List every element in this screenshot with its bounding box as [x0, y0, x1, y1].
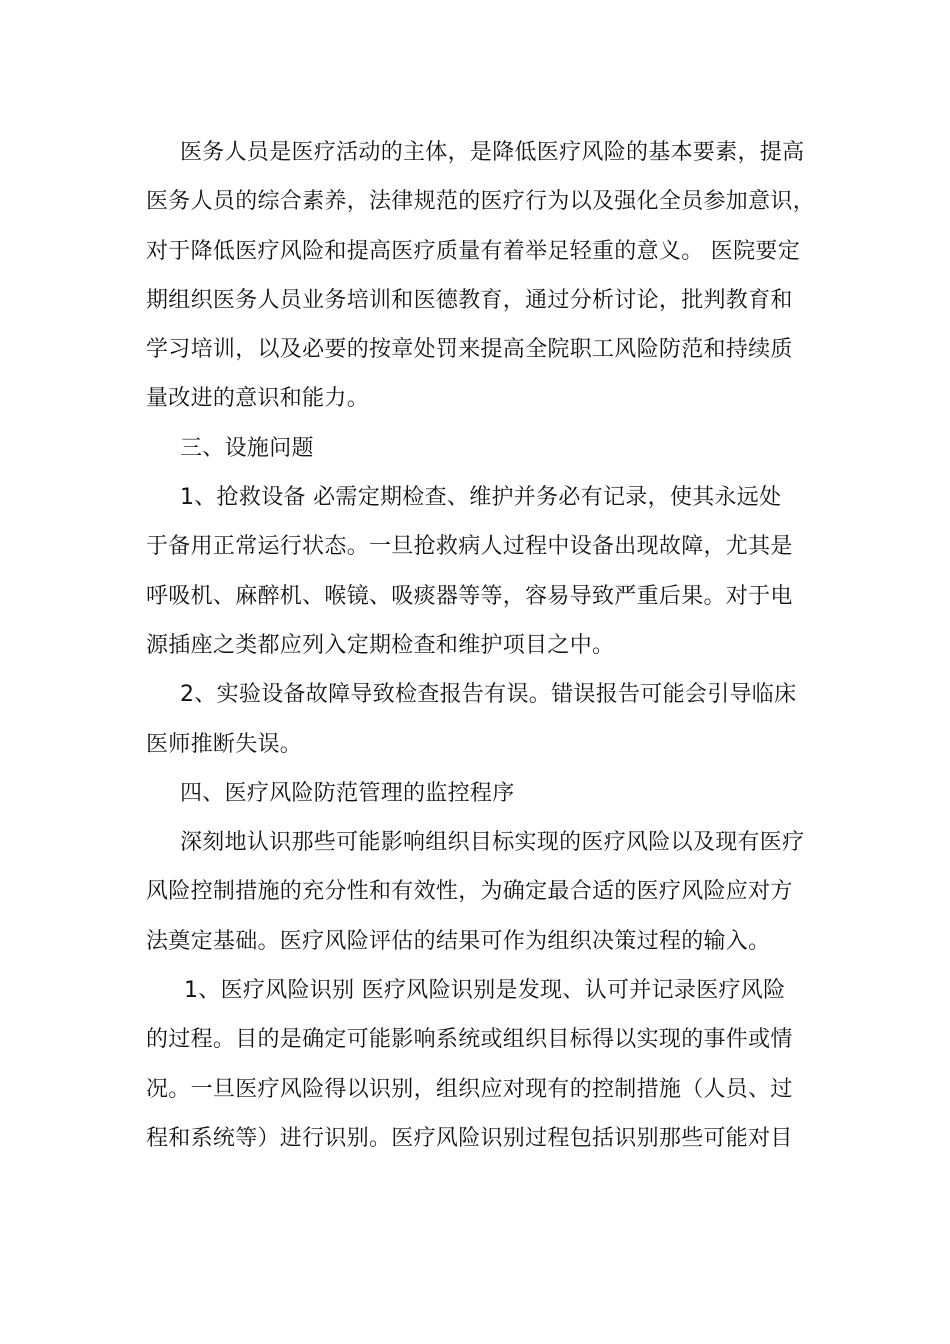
- paragraph-line: 学习培训，以及必要的按章处罚来提高全院职工风险防范和持续质: [146, 337, 793, 363]
- paragraph-line: 1、医疗风险识别 医疗风险识别是发现、认可并记录医疗风险: [184, 978, 786, 1004]
- paragraph-line: 于备用正常运行状态。一旦抢救病人过程中设备出现故障，尤其是: [146, 534, 793, 560]
- section-heading: 三、设施问题: [180, 435, 314, 461]
- paragraph-line: 医务人员是医疗活动的主体，是降低医疗风险的基本要素，提高: [180, 140, 805, 165]
- paragraph-line: 医师推断失误。: [146, 731, 303, 757]
- section-heading: 四、医疗风险防范管理的监控程序: [180, 780, 515, 806]
- paragraph-line: 源插座之类都应列入定期检查和维护项目之中。: [146, 632, 615, 658]
- paragraph-line: 呼吸机、麻醉机、喉镜、吸痰器等等，容易导致严重后果。对于电: [146, 583, 793, 609]
- paragraph-line: 期组织医务人员业务培训和医德教育，通过分析讨论，批判教育和: [146, 287, 793, 313]
- paragraph-line: 2、实验设备故障导致检查报告有误。错误报告可能会引导临床: [180, 682, 797, 708]
- paragraph-line: 风险控制措施的充分性和有效性，为确定最合适的医疗风险应对方: [146, 879, 793, 905]
- paragraph-line: 1、抢救设备 必需定期检查、维护并务必有记录，使其永远处: [180, 485, 782, 511]
- paragraph-line: 况。一旦医疗风险得以识别，组织应对现有的控制措施（人员、过: [146, 1076, 793, 1102]
- document-body: [146, 128, 816, 1163]
- paragraph-line: 法奠定基础。医疗风险评估的结果可作为组织决策过程的输入。: [146, 928, 771, 954]
- paragraph-line: 程和系统等）进行识别。医疗风险识别过程包括识别那些可能对目: [146, 1125, 793, 1151]
- paragraph-line: 医务人员的综合素养，法律规范的医疗行为以及强化全员参加意识，: [146, 189, 816, 215]
- paragraph-line: 深刻地认识那些可能影响组织目标实现的医疗风险以及现有医疗: [180, 830, 805, 856]
- paragraph-line: 对于降低医疗风险和提高医疗质量有着举足轻重的意义。 医院要定: [146, 238, 800, 264]
- paragraph-line: 量改进的意识和能力。: [146, 386, 370, 412]
- paragraph-line: 的过程。目的是确定可能影响系统或组织目标得以实现的事件或情: [146, 1027, 793, 1053]
